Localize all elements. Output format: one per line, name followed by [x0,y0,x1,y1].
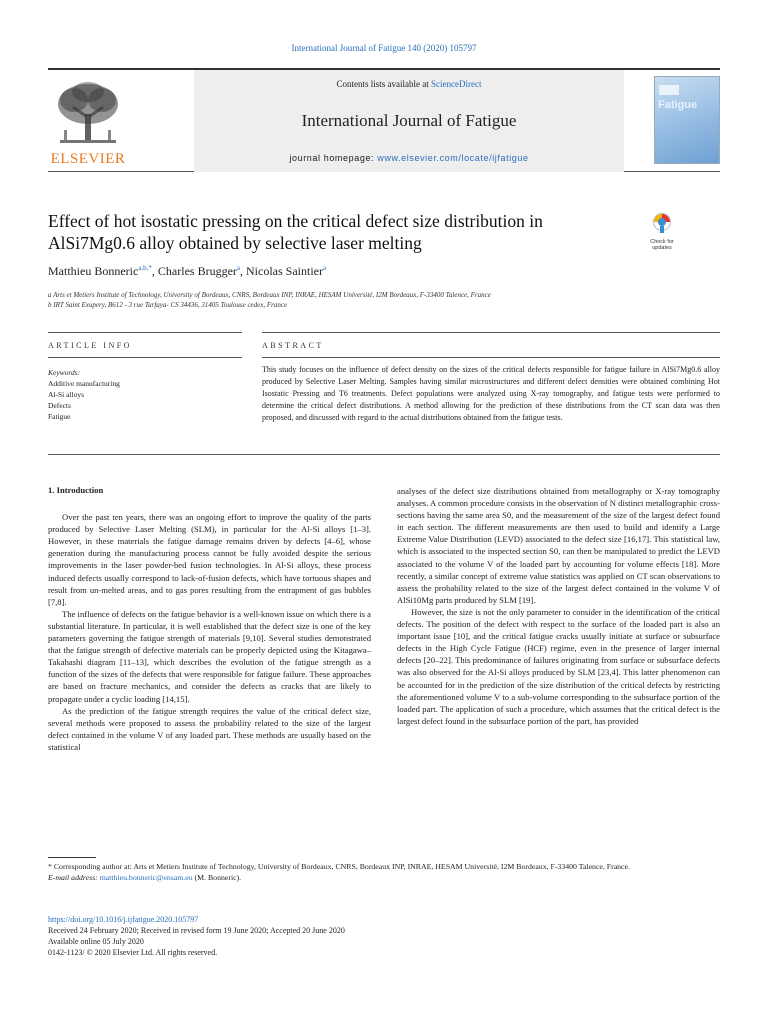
received-dates: Received 24 February 2020; Received in revised form 19 June 2020; Accepted 20 June 2020 [48,926,345,935]
publication-info [48,914,720,958]
author-affiliation-marker[interactable]: a [323,264,327,272]
author-separator: , [151,264,158,278]
keywords-block [48,367,218,422]
copyright-line: 0142-1123/ © 2020 Elsevier Ltd. All rights reserved. [48,948,218,957]
email-label: E-mail address: [48,873,100,882]
keyword-item: Fatigue [48,412,71,421]
author-separator: , [240,264,247,278]
author-name[interactable]: Nicolas Saintier [246,264,323,278]
author-list [48,264,648,279]
contents-line [194,79,624,89]
journal-reference[interactable]: International Journal of Fatigue 140 (2020) 105797 [291,43,477,53]
body-paragraph: However, the size is not the only parameter to consider in the identification of the critical defects. The position of the defect with respect to the surface of the loaded part is also an important issue [10], and the critical fatigue cracks usually initiate at surface or subsurface defects in the High Cycle Fatigue (HCF) regime, even in the presence of larger internal defects [20–22]. This predominance of failures originating from surface or subsurface defects was also observed for the Al-Si alloys produced by SLM [23,4]. This latter phenomenon can be accounted for in the prediction of the size distribution of the critical defects by restricting the aforementioned volume V to a sub-volume corresponding to the subsurface portion of the loaded part. The application of such a procedure, which assumes that the critical defect is the largest defect found in the subsurface portion of the part, has provided [397,606,720,726]
abstract-rule [262,332,720,333]
author-name[interactable]: Matthieu Bonneric [48,264,139,278]
abstract-text: This study focuses on the influence of defect density on the sizes of the critical defects responsible for fatigue failure in AlSi7Mg0.6 alloy produced by Selective Laser Melting. Samples having similar microstructures and different defect densities were obtained combining Hot Isostatic Pressing and T6 treatments. Defect populations were analyzed using X-ray tomography, and fatigue tests were performed to determine the critical defect distributions. A method allowing for the prediction of these distributions from the CT scan data was then proposed, and discussed with regard to the actual distributions obtained from the fatigue tests. [262,365,720,422]
article-info-rule [48,332,242,333]
footnote-rule [48,857,96,858]
article-info-rule-2 [48,357,242,358]
author-name[interactable]: Charles Brugger [157,264,237,278]
masthead-center [194,70,624,172]
elsevier-logo[interactable] [48,78,128,172]
email-link[interactable]: matthieu.bonneric@ensam.eu [99,873,193,882]
paper-title: Effect of hot isostatic pressing on the critical defect size distribution in AlSi7Mg0.6 alloy obtained by selective laser melting [48,211,543,253]
email-line [48,872,720,883]
crossmark-label-2: updates [652,245,672,251]
section-heading-introduction: 1. Introduction [48,485,104,495]
crossmark-badge[interactable] [647,212,677,251]
abstract-rule-2 [262,357,720,358]
journal-cover[interactable] [654,76,720,164]
affiliation-a: a Arts et Metiers Institute of Technology, University of Bordeaux, CNRS, Bordeaux INP, INRAE, HESAM Université, I2M Bordeaux, F-33400 Talence, France [48,291,491,299]
affiliation-b: b IRT Saint Exupery, B612 - 3 rue Tarfaya- CS 34436, 31405 Toulouse cedex, France [48,301,288,309]
body-paragraph: analyses of the defect size distributions obtained from metallography or X-ray tomography analyses. A common procedure consists in the observation of N distinct metallographic cross-sections having the same area S0, and the measurement of the size of the largest defect found in each section. The different measurements are then used to build and identify a Large Extreme Value Distribution (LEVD) associated to the defect size [16,17]. This statistical law, which is associated to the inspected section S0, can then be manipulated to predict the LEVD associated to the volume V of the loaded part by accounting for volume effects [18]. More recently, a similar concept of extreme value statistics was applied on CT scan observations to assess the probability related to the size of the largest defect contained in the volume V of AlSi10Mg parts produced by SLM [19]. [397,486,720,605]
masthead [48,68,720,172]
abstract-end-rule [48,454,720,455]
body-paragraph: As the prediction of the fatigue strength requires the value of the critical defect size, several methods were proposed to assess the probability related to the size of the largest defect contained in the volume V of any loaded part. These methods are usually based on the statistical [48,705,371,752]
body-column-left [48,484,371,753]
online-date: Available online 05 July 2020 [48,937,144,946]
body-column-right [397,485,720,727]
homepage-line [194,153,624,163]
author-affiliation-marker[interactable]: a,b,* [138,264,152,272]
keyword-item: Al-Si alloys [48,390,85,399]
keyword-item: Defects [48,401,71,410]
abstract-heading: ABSTRACT [262,341,324,350]
sciencedirect-link[interactable]: ScienceDirect [431,79,482,89]
body-paragraph: The influence of defects on the fatigue behavior is a well-known issue on which there is a substantial literature. In particular, it is well established that the defect size is one of the key parameters governing the fatigue strength of materials [9,10]. Several studies demonstrated that the fatigue strength of defective materials can be properly depicted using the Kitagawa–Takahashi diagram [11–13], which describes the evolution of the fatigue strength as a function of the sizes of the defects that were responsible for fatigue failure. These approaches are based on fracture mechanics, and consider the defects as cracks that are likely to propagate under a cyclic loading [14,15]. [48,608,371,704]
affiliations [48,290,668,310]
publisher-name: ELSEVIER [50,151,126,167]
keywords-label: Keywords: [48,368,81,377]
keyword-item: Additive manufacturing [48,379,120,388]
homepage-link[interactable]: www.elsevier.com/locate/ijfatigue [377,153,529,163]
body-paragraph: Over the past ten years, there was an ongoing effort to improve the quality of the parts produced by Selective Laser Melting (SLM), in particular for the Al-Si alloys [1–3]. However, in these materials the fatigue damage remains driven by defects [4–6], whose generation during the manufacturing process cannot be fully avoided despite the serious improvements in the laser powder-bed fusion technologies. In Al-Si alloys, these process induced defects usually correspond to lack-of-fusion defects, which have tortuous shapes and result from un-melted areas, and to gas pores resulting from the entrapment of gas bubbles [7,8]. [48,512,371,607]
cover-title: Fatigue [658,99,698,111]
elsevier-tree-icon [48,78,128,150]
cover-bar [659,85,679,95]
email-suffix: (M. Bonneric). [192,873,242,882]
article-info-heading: ARTICLE INFO [48,341,132,350]
homepage-prefix: journal homepage: [289,153,378,163]
doi-link[interactable]: https://doi.org/10.1016/j.ijfatigue.2020.105797 [48,915,199,924]
footnotes [48,861,720,883]
crossmark-label-1: Check for [650,239,674,245]
crossmark-icon [652,212,672,234]
corresponding-author-note: * Corresponding author at: Arts et Metiers Institute of Technology, University of Bordeaux, CNRS, Bordeaux INP, INRAE, HESAM Université, I2M Bordeaux, F-33400 Talence, France. [48,862,630,871]
journal-title: International Journal of Fatigue [301,111,517,130]
contents-prefix: Contents lists available at [336,79,431,89]
author-affiliation-marker[interactable]: a [236,264,241,272]
